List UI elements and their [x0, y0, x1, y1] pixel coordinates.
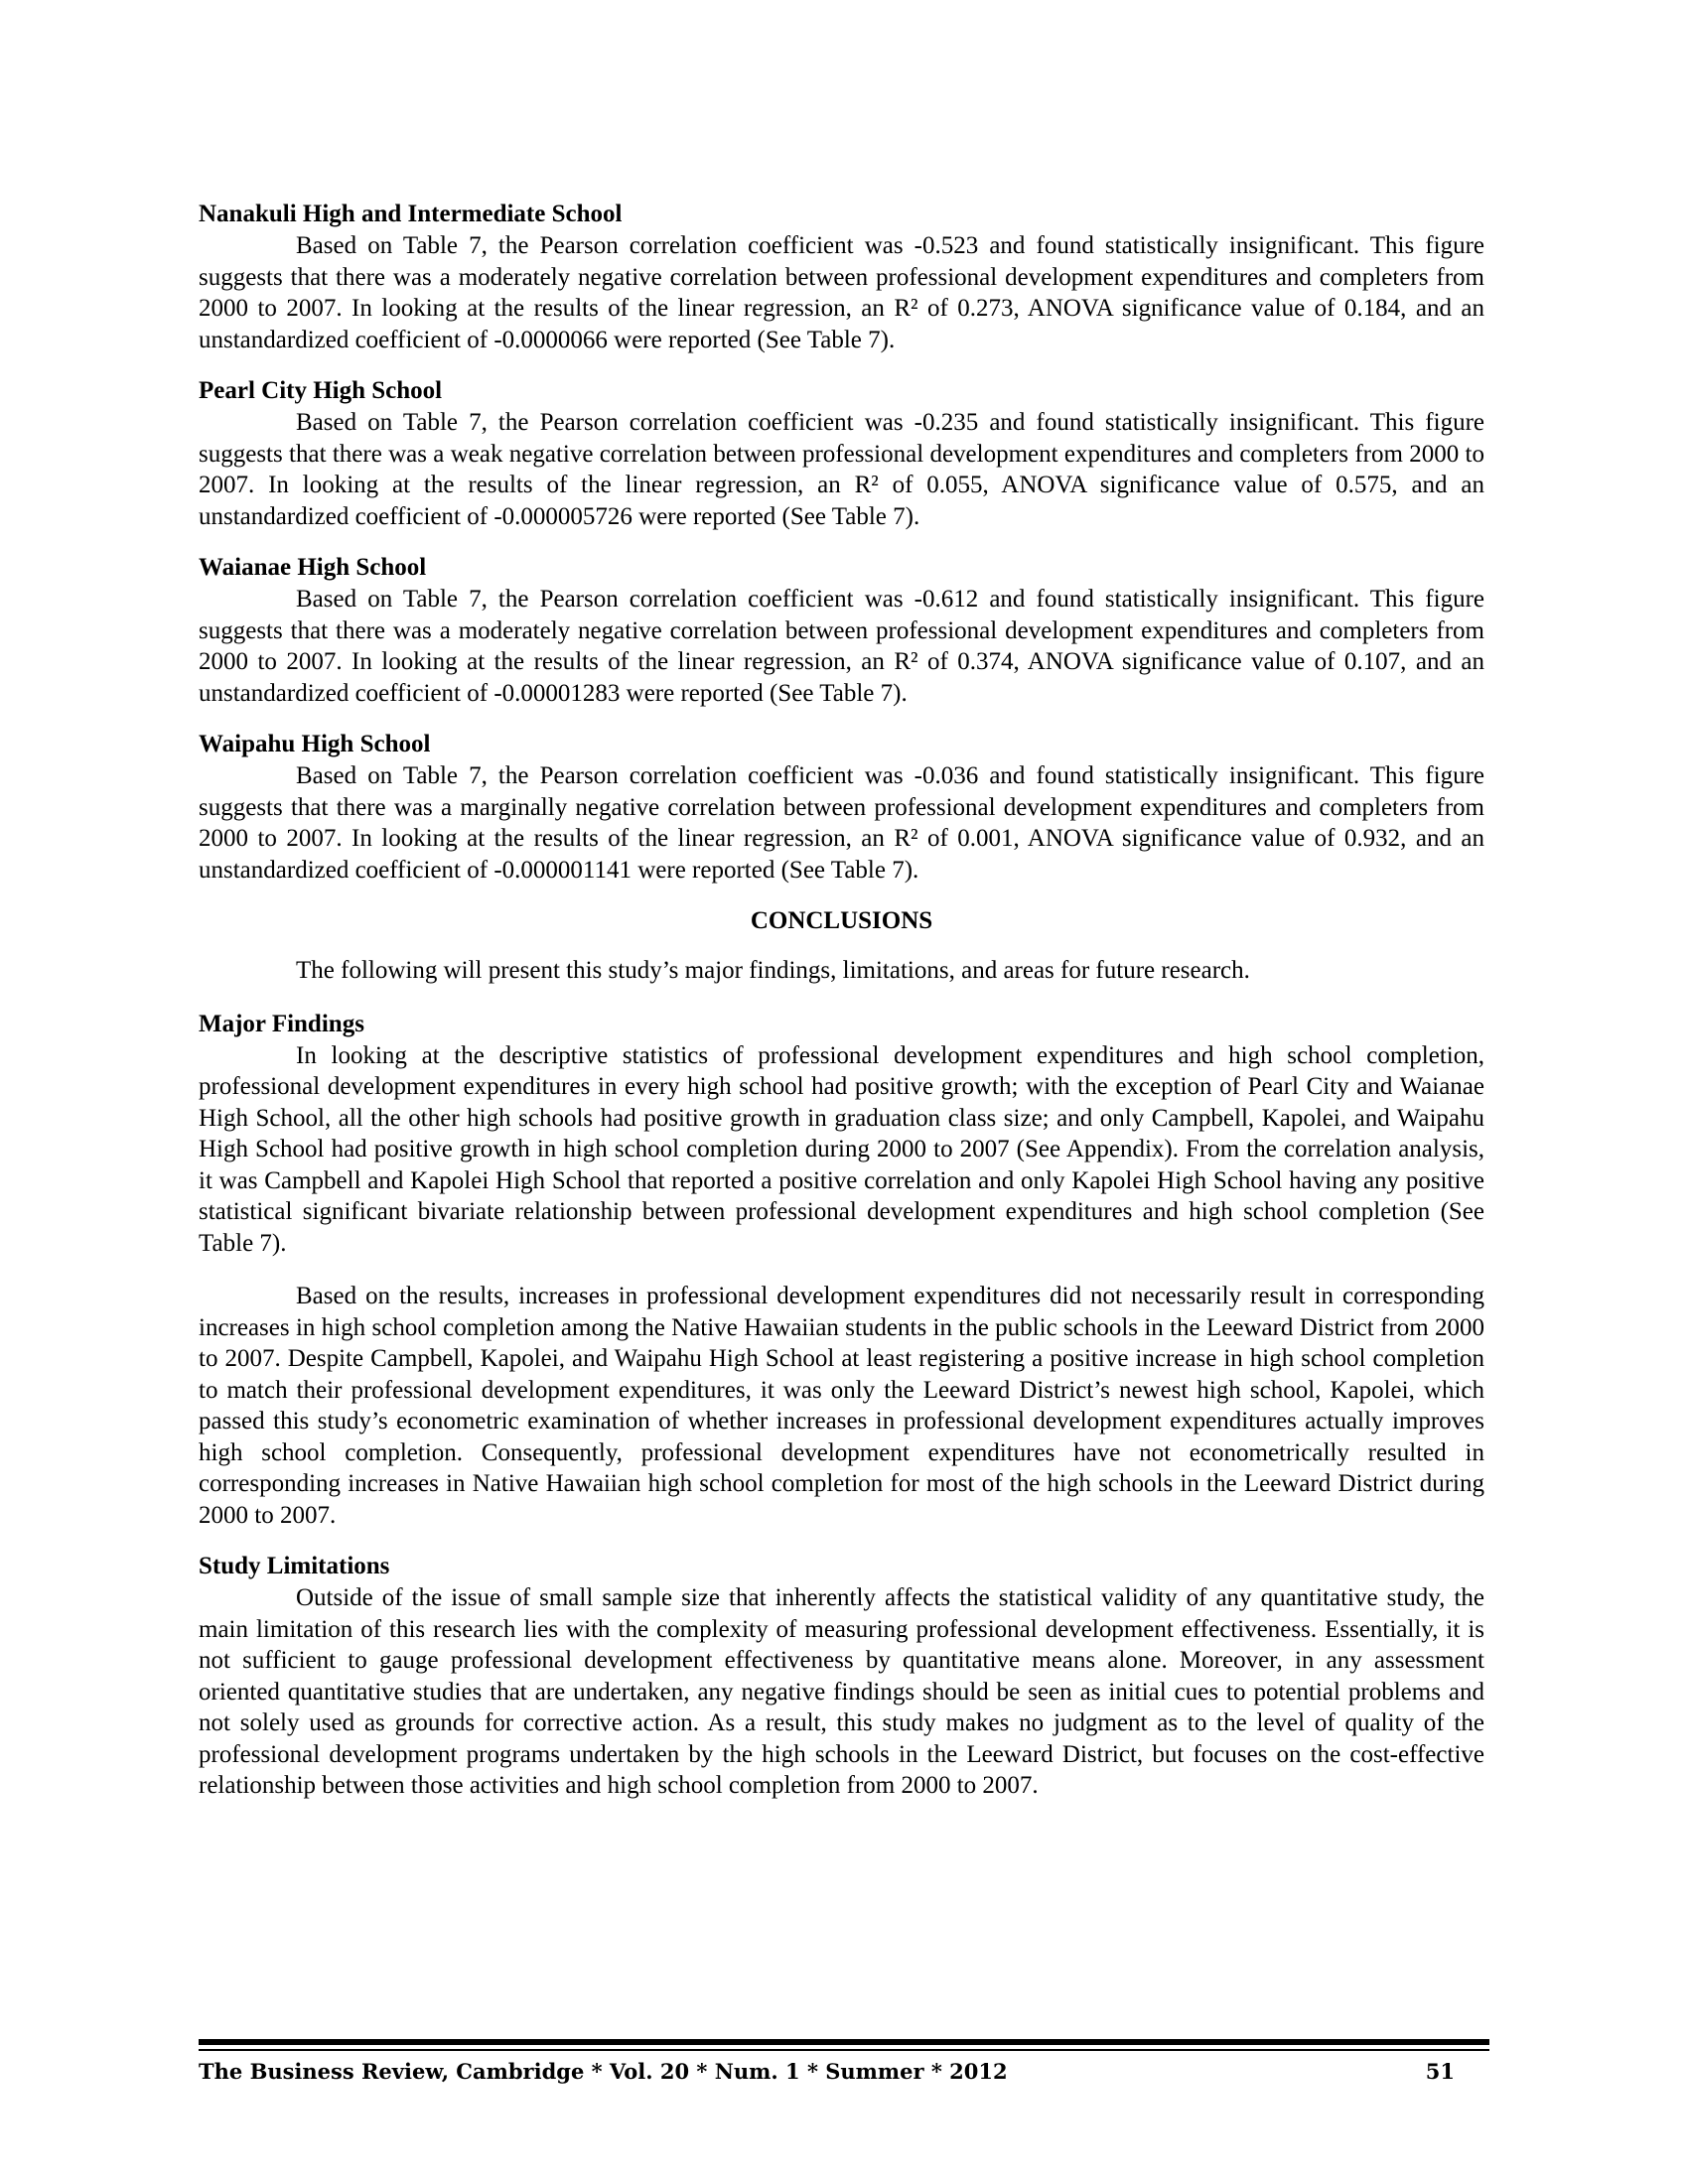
- section-body: Based on Table 7, the Pearson correlation coefficient was -0.612 and found statistically insignificant. This figure suggests that there was a moderately negative correlation between professional development expenditures and completers from 2000 to 2007. In looking at the results of the linear regression, an R² of 0.374, ANOVA significance value of 0.107, and an unstandardized coefficient of -0.00001283 were reported (See Table 7).: [199, 586, 1484, 707]
- major-findings: [199, 1009, 1484, 1532]
- section-waianae: [199, 552, 1484, 709]
- section-heading: Waipahu High School: [199, 731, 431, 757]
- conclusions-intro: The following will present this study’s major findings, limitations, and areas for future research.: [296, 957, 1250, 984]
- section-pearl-city: [199, 375, 1484, 532]
- section-heading: Waianae High School: [199, 554, 427, 581]
- major-findings-paragraph-2: Based on the results, increases in professional development expenditures did not necessarily result in corresponding increases in high school completion among the Native Hawaiian students in the public schools in the Leeward District from 2000 to 2007. Despite Campbell, Kapolei, and Waipahu High School at least registering a positive increase in high school completion to match their professional development expenditures, it was only the Leeward District’s newest high school, Kapolei, which passed this study’s econometric examination of whether increases in professional development expenditures actually improves high school completion. Consequently, professional development expenditures have not econometrically resulted in corresponding increases in Native Hawaiian high school completion for most of the high schools in the Leeward District during 2000 to 2007.: [199, 1283, 1484, 1529]
- section-heading: Pearl City High School: [199, 377, 443, 404]
- major-findings-paragraph-1: In looking at the descriptive statistics of professional development expenditures and high school completion, professional development expenditures in every high school had positive growth; with the exception of Pearl City and Waianae High School, all the other high schools had positive growth in graduation class size; and only Campbell, Kapolei, and Waipahu High School had positive growth in high school completion during 2000 to 2007 (See Appendix). From the correlation analysis, it was Campbell and Kapolei High School that reported a positive correlation and only Kapolei High School having any positive statistical significant bivariate relationship between professional development expenditures and high school completion (See Table 7).: [199, 1041, 1484, 1257]
- study-limitations: [199, 1551, 1484, 1802]
- page-number: 51: [1425, 2059, 1455, 2084]
- section-heading: Nanakuli High and Intermediate School: [199, 201, 623, 227]
- page-content: [199, 199, 1484, 1822]
- footer-rule-thin: [199, 2049, 1489, 2051]
- section-waipahu: [199, 729, 1484, 886]
- footer-rule-thick: [199, 2039, 1489, 2045]
- footer-journal: The Business Review, Cambridge * Vol. 20 * Num. 1 * Summer * 2012: [199, 2059, 1008, 2084]
- section-body: Based on Table 7, the Pearson correlation coefficient was -0.036 and found statistically insignificant. This figure suggests that there was a marginally negative correlation between professional development expenditures and completers from 2000 to 2007. In looking at the results of the linear regression, an R² of 0.001, ANOVA significance value of 0.932, and an unstandardized coefficient of -0.000001141 were reported (See Table 7).: [199, 762, 1484, 884]
- conclusions-heading: CONCLUSIONS: [750, 907, 933, 934]
- major-findings-heading: Major Findings: [199, 1010, 364, 1037]
- section-body: Based on Table 7, the Pearson correlation coefficient was -0.235 and found statistically insignificant. This figure suggests that there was a weak negative correlation between professional development expenditures and completers from 2000 to 2007. In looking at the results of the linear regression, an R² of 0.055, ANOVA significance value of 0.575, and an unstandardized coefficient of -0.000005726 were reported (See Table 7).: [199, 409, 1484, 530]
- study-limitations-heading: Study Limitations: [199, 1553, 390, 1579]
- section-nanakuli: [199, 199, 1484, 355]
- section-body: Based on Table 7, the Pearson correlation coefficient was -0.523 and found statistically insignificant. This figure suggests that there was a moderately negative correlation between professional development expenditures and completers from 2000 to 2007. In looking at the results of the linear regression, an R² of 0.273, ANOVA significance value of 0.184, and an unstandardized coefficient of -0.0000066 were reported (See Table 7).: [199, 232, 1484, 353]
- study-limitations-paragraph-1: Outside of the issue of small sample size that inherently affects the statistical validity of any quantitative study, the main limitation of this research lies with the complexity of measuring professional development effectiveness. Essentially, it is not sufficient to gauge professional development effectiveness by quantitative means alone. Moreover, in any assessment oriented quantitative studies that are undertaken, any negative findings should be seen as initial cues to potential problems and not solely used as grounds for corrective action. As a result, this study makes no judgment as to the level of quality of the professional development programs undertaken by the high schools in the Leeward District, but focuses on the cost-effective relationship between those activities and high school completion from 2000 to 2007.: [199, 1584, 1484, 1799]
